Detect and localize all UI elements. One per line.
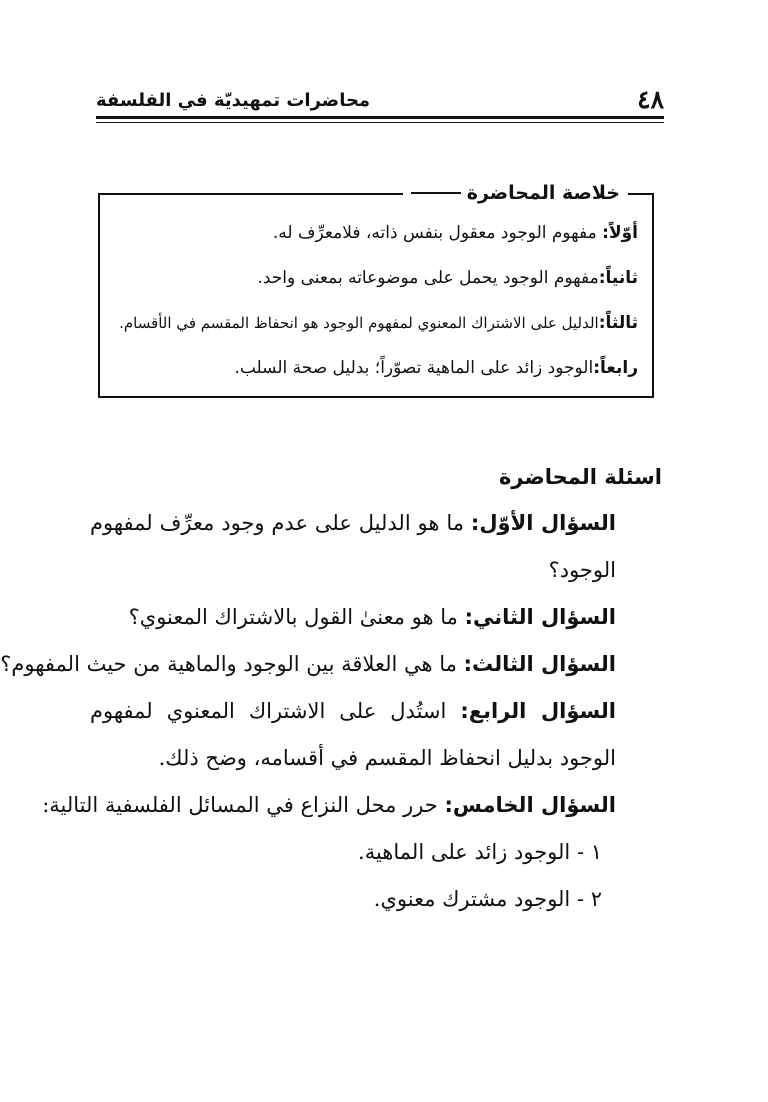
page-header: [96, 86, 664, 114]
summary-item-label: ثانياً:: [598, 268, 638, 288]
summary-item: [104, 301, 638, 346]
question-label: السؤال الثاني:: [464, 605, 616, 629]
summary-item-text: مفهوم الوجود معقول بنفس ذاته، فلامعرِّف له.: [272, 223, 603, 243]
lecture-summary-box: [98, 182, 654, 398]
title-dash: [411, 192, 461, 194]
summary-item-label: رابعاً:: [593, 358, 638, 378]
question-text: ما هو معنىٰ القول بالاشتراك المعنوي؟: [128, 605, 465, 629]
summary-item-text: مفهوم الوجود يحمل على موضوعاته بمعنى واحد.: [257, 268, 599, 288]
question-item: [0, 641, 616, 688]
summary-item-text: الدليل على الاشتراك المعنوي لمفهوم الوجود هو انحفاظ المقسم في الأقسام.: [119, 314, 599, 332]
summary-title-text: خلاصة المحاضرة: [466, 182, 620, 204]
question-item: [90, 500, 616, 594]
summary-lines: [104, 211, 638, 391]
running-title: محاضرات تمهيديّة في الفلسفة: [96, 90, 371, 111]
question-sub-items: [90, 829, 616, 923]
summary-item-label: ثالثاً:: [598, 313, 638, 333]
question-label: السؤال الأوّل:: [470, 511, 616, 535]
question-label: السؤال الخامس:: [444, 793, 616, 817]
question-text: ما هي العلاقة بين الوجود والماهية من حيث المفهوم؟: [0, 652, 464, 676]
lecture-questions: [0, 500, 616, 923]
header-rule: [96, 116, 664, 119]
question-sub-item: ١ - الوجود زائد على الماهية.: [358, 840, 602, 864]
page-number: ٤٨: [637, 85, 664, 114]
question-item: [90, 688, 616, 782]
summary-item-text: الوجود زائد على الماهية تصوّراً؛ بدليل صحة السلب.: [234, 358, 594, 378]
question-label: السؤال الرابع:: [460, 699, 616, 723]
question-text: حرر محل النزاع في المسائل الفلسفية التالية:: [42, 793, 445, 817]
header-rule-thin: [96, 122, 664, 123]
summary-item-label: أوّلاً:: [602, 223, 638, 243]
question-sub-item: ٢ - الوجود مشترك معنوي.: [373, 887, 602, 911]
summary-item: [104, 256, 638, 301]
question-text: استُدل على الاشتراك المعنوي لمفهوم الوجود بدليل انحفاظ المقسم في أقسامه، وضح ذلك.: [90, 699, 616, 770]
question-label: السؤال الثالث:: [463, 652, 616, 676]
summary-item: [104, 346, 638, 391]
questions-heading: اسئلة المحاضرة: [499, 465, 662, 489]
summary-item: [104, 211, 638, 256]
question-item: [42, 782, 616, 829]
summary-title: [403, 179, 628, 207]
question-item: [90, 594, 616, 641]
question-text: ما هو الدليل على عدم وجود معرِّف لمفهوم الوجود؟: [90, 511, 616, 582]
